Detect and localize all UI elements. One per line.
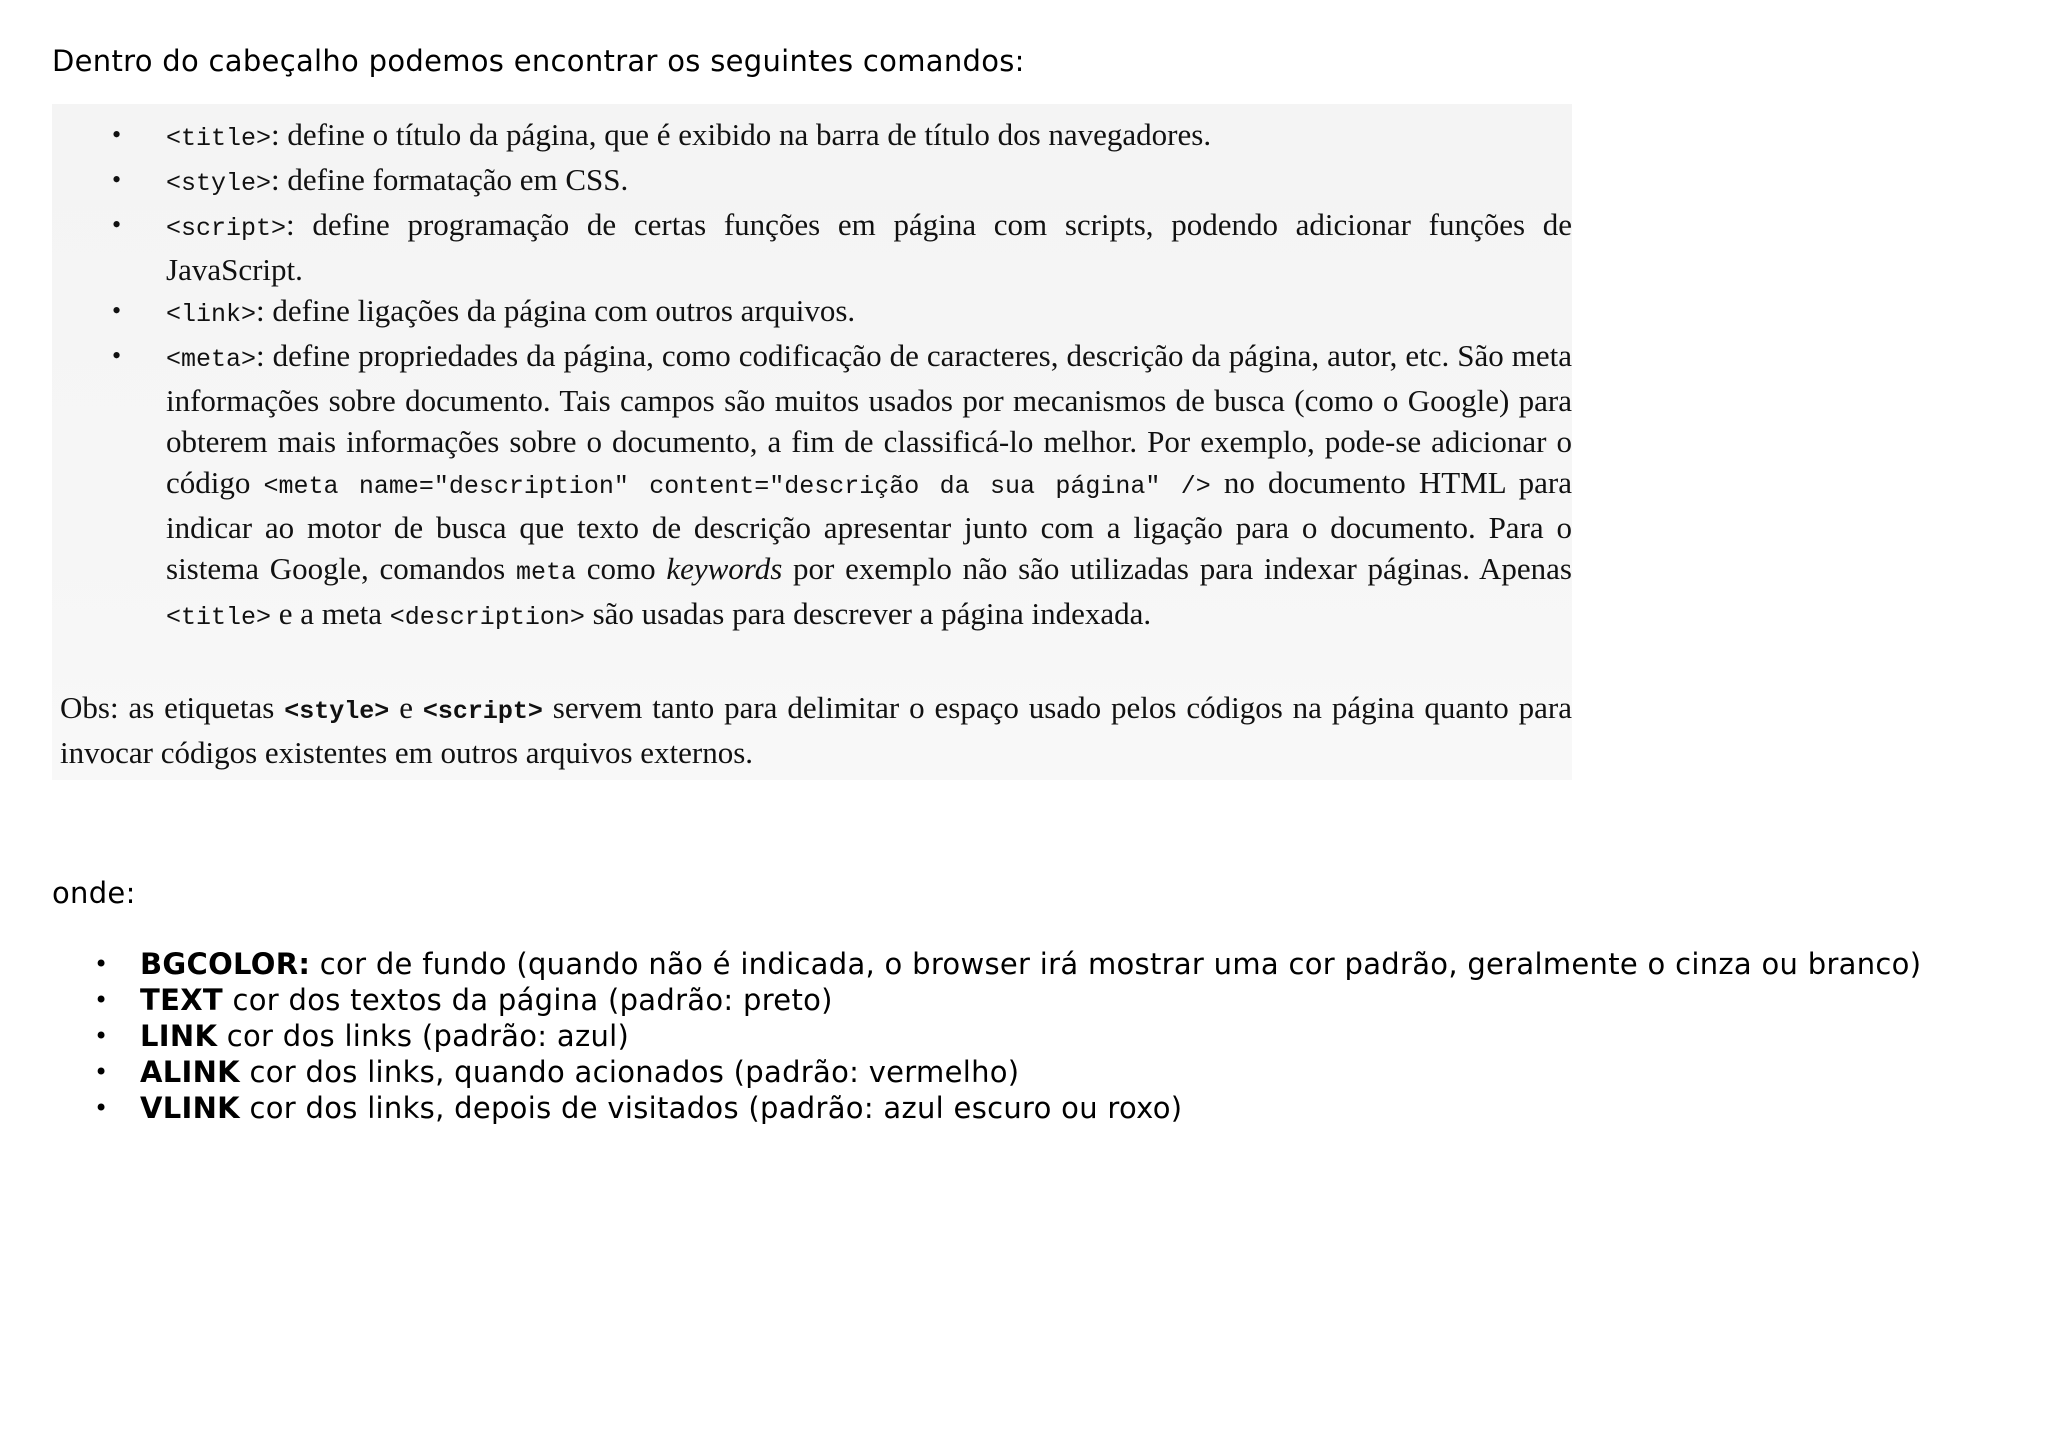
attribute-alink xyxy=(52,1054,1921,1090)
obs-suffix: servem tanto para delimitar o espaço usado pelos códigos na página quanto para invocar códigos existentes em outros arquivos externos. xyxy=(60,690,1572,770)
bullet-icon: • xyxy=(112,210,122,239)
list-item-title xyxy=(52,114,1572,159)
item-description-cont: e a meta xyxy=(271,596,390,631)
attribute-text xyxy=(52,982,1921,1018)
bullet-icon: • xyxy=(112,120,122,149)
item-description-cont: no documento HTML para indicar ao motor de busca que texto de descrição apresentar junto com a ligação para o documento. Para o sistema Google, comandos xyxy=(166,465,1572,586)
item-description: : define programação de certas funções em página com scripts, podendo adicionar funções de JavaScript. xyxy=(166,207,1572,287)
attribute-description: cor de fundo (quando não é indicada, o browser irá mostrar uma cor padrão, geralmente o cinza ou branco) xyxy=(310,947,1922,981)
obs-mid: e xyxy=(389,690,423,725)
list-item-meta xyxy=(52,335,1572,638)
obs-note xyxy=(60,687,1572,773)
tag-code: <style> xyxy=(166,169,272,198)
obs-prefix: Obs: as etiquetas xyxy=(60,690,285,725)
bullet-icon: • xyxy=(94,986,109,1014)
meta-example-code: <meta name="description" content="descrição da sua página" /> xyxy=(263,472,1211,501)
bullet-icon: • xyxy=(94,1094,109,1122)
tag-style-code: <style> xyxy=(284,697,390,726)
body-attributes-list xyxy=(52,946,1921,1126)
attribute-vlink xyxy=(52,1090,1921,1126)
tag-code: <meta> xyxy=(166,345,257,374)
list-item-script xyxy=(52,204,1572,290)
item-description: : define ligações da página com outros arquivos. xyxy=(256,293,856,328)
scanned-excerpt xyxy=(52,104,1572,780)
tag-code: <script> xyxy=(166,214,287,243)
bullet-icon: • xyxy=(94,1058,109,1086)
list-item-link xyxy=(52,290,1572,335)
bullet-icon: • xyxy=(94,1022,109,1050)
attribute-link xyxy=(52,1018,1921,1054)
attribute-name: BGCOLOR: xyxy=(140,947,311,981)
bullet-icon: • xyxy=(112,165,122,194)
list-item-style xyxy=(52,159,1572,204)
keywords-emphasis: keywords xyxy=(666,551,783,586)
item-description: : define formatação em CSS. xyxy=(271,162,629,197)
tag-code: <title> xyxy=(166,124,272,153)
attribute-description: cor dos links, depois de visitados (padrão: azul escuro ou roxo) xyxy=(239,1091,1183,1125)
attribute-name: TEXT xyxy=(140,983,223,1017)
attribute-name: LINK xyxy=(140,1019,218,1053)
attribute-name: ALINK xyxy=(140,1055,240,1089)
attribute-description: cor dos links, quando acionados (padrão: vermelho) xyxy=(239,1055,1020,1089)
intro-paragraph: Dentro do cabeçalho podemos encontrar os seguintes comandos: xyxy=(52,44,1025,78)
item-description: : define propriedades da página, como codificação de caracteres, descrição da página, autor, etc. São meta informações sobre documento. Tais campos são muitos usados por mecanismos de busca (como o Google) para obterem mais informações sobre o documento, a fim de classificá-lo melhor. Por exemplo, pode-se adicionar o código xyxy=(166,338,1572,500)
attribute-bgcolor xyxy=(52,946,1921,982)
item-description-cont: como xyxy=(575,551,667,586)
item-description-cont: por exemplo não são utilizadas para indexar páginas. Apenas xyxy=(782,551,1572,586)
onde-label: onde: xyxy=(52,876,136,910)
tag-code: <link> xyxy=(166,300,257,329)
meta-inline-code: meta xyxy=(515,558,576,587)
head-commands-list xyxy=(52,114,1572,638)
attribute-description: cor dos textos da página (padrão: preto) xyxy=(222,983,833,1017)
item-description: : define o título da página, que é exibido na barra de título dos navegadores. xyxy=(271,117,1212,152)
bullet-icon: • xyxy=(112,341,122,370)
attribute-description: cor dos links (padrão: azul) xyxy=(217,1019,630,1053)
item-description-cont: são usadas para descrever a página indexada. xyxy=(584,596,1152,631)
bullet-icon: • xyxy=(94,950,109,978)
bullet-icon: • xyxy=(112,296,122,325)
title-inline-code: <title> xyxy=(166,603,272,632)
tag-script-code: <script> xyxy=(422,697,543,726)
attribute-name: VLINK xyxy=(140,1091,240,1125)
description-inline-code: <description> xyxy=(389,603,585,632)
